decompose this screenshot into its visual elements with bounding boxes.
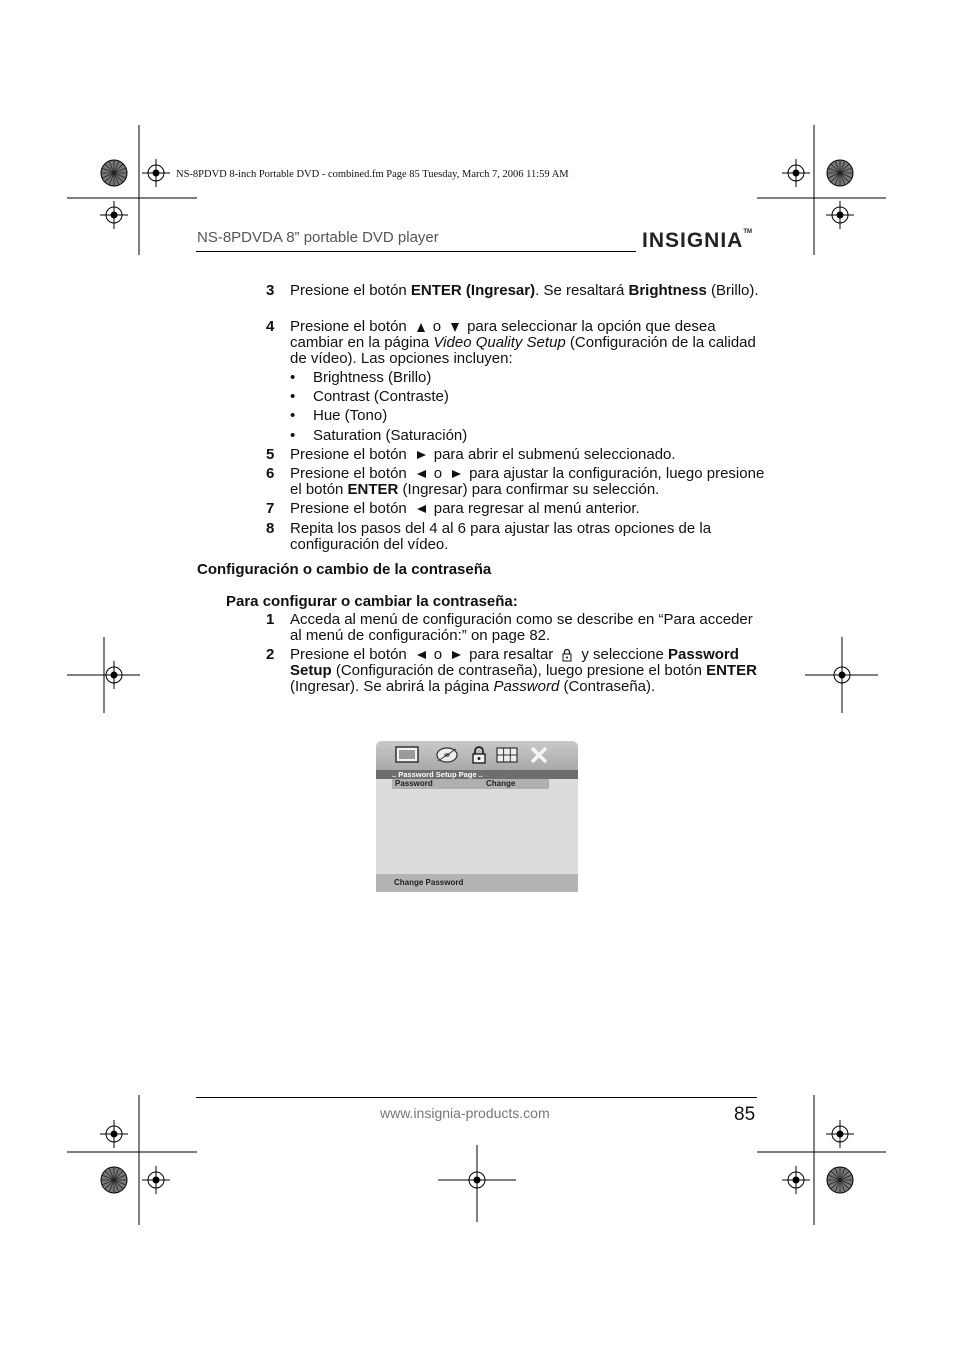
footer-rule <box>196 1097 757 1098</box>
step-number: 5 <box>266 446 275 463</box>
arrow-up-icon <box>417 323 425 332</box>
step-text: Presione el botón para regresar al menú anterior. <box>290 500 640 517</box>
osd-password-row <box>392 779 549 789</box>
step-number: 6 <box>266 465 275 482</box>
osd-row-value: Change <box>486 779 516 788</box>
step-number: 1 <box>266 611 275 628</box>
arrow-right-icon <box>417 451 426 459</box>
osd-footer: Change Password <box>376 874 578 892</box>
option-item: • Hue (Tono) <box>290 407 388 424</box>
option-item: • Brightness (Brillo) <box>290 369 432 386</box>
arrow-left-icon <box>417 505 426 513</box>
option-item: • Saturation (Saturación) <box>290 427 468 444</box>
step-number: 8 <box>266 520 275 537</box>
step-2 <box>266 647 766 695</box>
step-number: 2 <box>266 646 275 663</box>
step-text: Presione el botón o para resaltar y seleccione Password Setup (Configuración de contraseña), luego presione el botón ENTER (Ingresar). Se abrirá la página Password (Contraseña). <box>290 646 757 695</box>
header-title: NS-8PDVDA 8” portable DVD player <box>197 229 439 246</box>
step-8 <box>266 521 766 553</box>
page-number: 85 <box>734 1104 756 1125</box>
insignia-logo: INSIGNIA™ <box>642 229 753 252</box>
osd-page-bar: .. Password Setup Page .. <box>376 770 578 779</box>
arrow-left-icon <box>417 651 426 659</box>
file-info: NS-8PDVD 8-inch Portable DVD - combined.fm Page 85 Tuesday, March 7, 2006 11:59 AM <box>176 169 569 180</box>
option-item: • Contrast (Contraste) <box>290 388 449 405</box>
step-text: Acceda al menú de configuración como se describe en “Para acceder al menú de configuración:” on page 82. <box>290 611 753 644</box>
arrow-down-icon <box>451 323 459 332</box>
step-text: Presione el botón o para seleccionar la opción que desea cambiar en la página Video Quality Setup (Configuración de la calidad de vídeo). Las opciones incluyen: <box>290 318 756 367</box>
monitor-icon <box>394 745 420 765</box>
arrow-right-icon <box>452 651 461 659</box>
step-1 <box>266 612 766 644</box>
step-number: 7 <box>266 500 275 517</box>
password-setup-screen <box>376 741 578 892</box>
lock-icon <box>466 745 492 765</box>
step-text: Presione el botón para abrir el submenú seleccionado. <box>290 446 676 463</box>
step-3 <box>266 283 766 299</box>
header-rule <box>196 251 636 252</box>
osd-row-label: Password <box>395 779 433 788</box>
step-5 <box>266 447 766 463</box>
step-text: Repita los pasos del 4 al 6 para ajustar las otras opciones de la configuración del vídeo. <box>290 520 712 553</box>
step-number: 4 <box>266 318 275 335</box>
audio-disc-icon <box>434 745 460 765</box>
step-text: Presione el botón o para ajustar la configuración, luego presione el botón ENTER (Ingresar) para confirmar su selección. <box>290 465 765 498</box>
step-number: 3 <box>266 282 275 299</box>
step-4 <box>266 319 766 367</box>
close-icon <box>526 745 552 765</box>
osd-icon-bar <box>376 741 578 770</box>
step-7 <box>266 501 766 517</box>
footer-url: www.insignia-products.com <box>380 1105 550 1121</box>
subsection-title: Para configurar o cambiar la contraseña: <box>226 593 518 610</box>
arrow-left-icon <box>417 470 426 478</box>
section-title: Configuración o cambio de la contraseña <box>197 561 492 578</box>
grid-icon <box>494 745 520 765</box>
arrow-right-icon <box>452 470 461 478</box>
step-text: Presione el botón ENTER (Ingresar). Se resaltará Brightness (Brillo). <box>290 282 759 299</box>
step-6 <box>266 466 766 498</box>
lock-icon <box>561 648 573 662</box>
